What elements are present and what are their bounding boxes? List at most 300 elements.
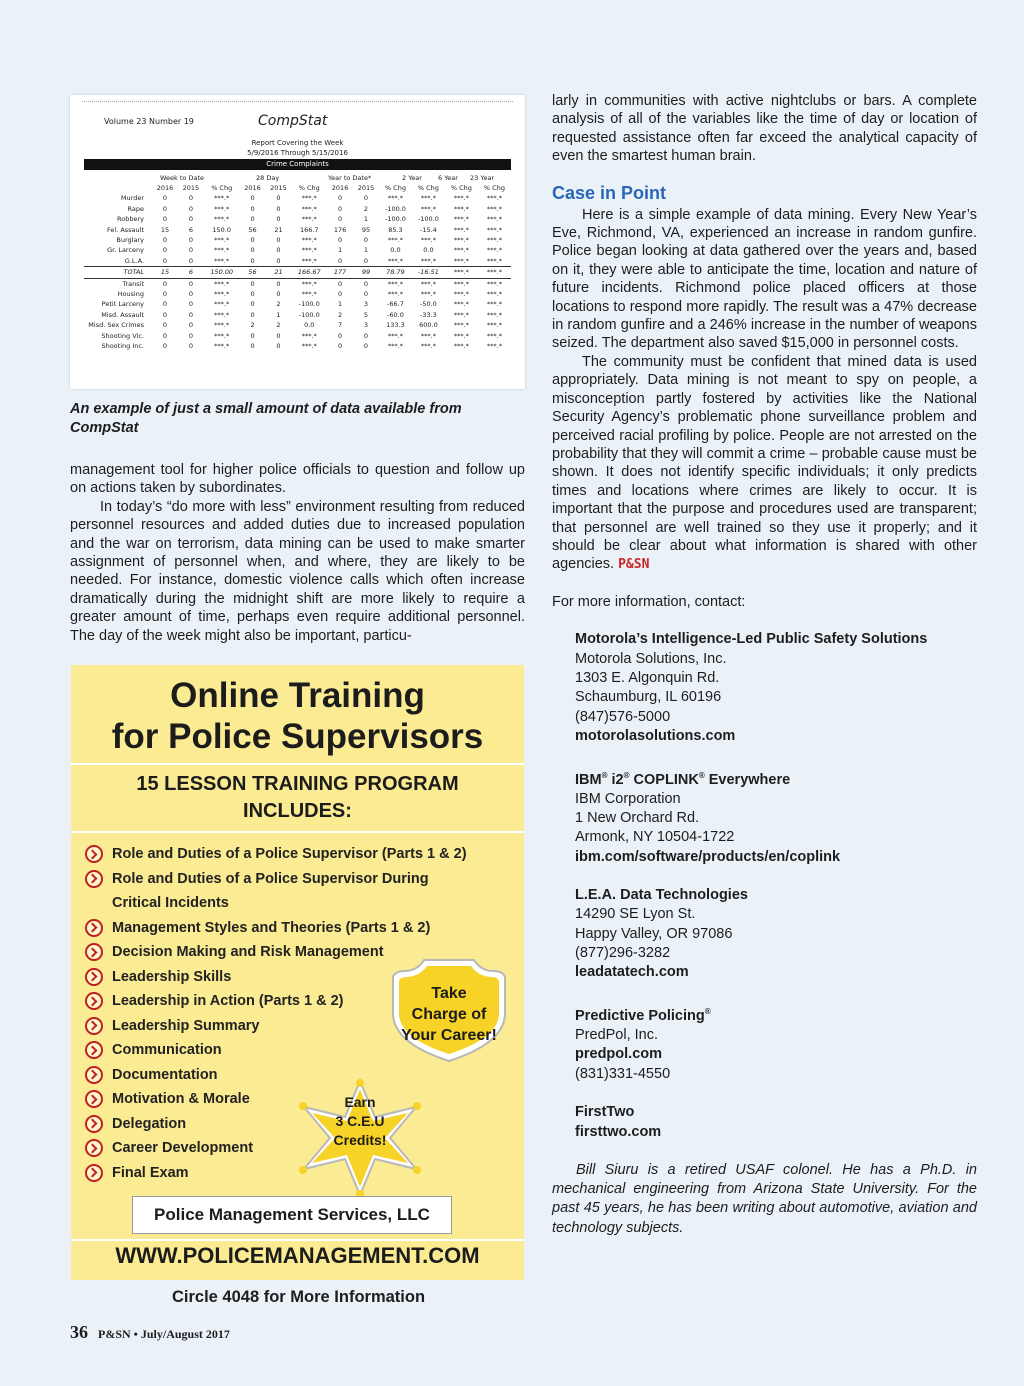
table-cell: 0	[363, 290, 369, 299]
table-cell: 0	[276, 204, 281, 213]
contact-line: 14290 SE Lyon St.	[575, 906, 696, 923]
table-cell: 0	[162, 256, 168, 265]
lesson-label: Leadership Skills	[112, 968, 232, 985]
contact-lea	[575, 886, 977, 982]
table-cell: ***.*	[486, 300, 502, 309]
report-volume: Volume 23 Number 19	[104, 117, 194, 126]
row-label: Murder	[120, 194, 144, 203]
chevron-right-icon	[85, 943, 103, 961]
crime-complaints-table	[84, 183, 511, 352]
table-cell: ***.*	[478, 267, 511, 278]
table-cell: 0	[162, 300, 168, 309]
table-cell: ***.*	[486, 290, 502, 299]
contact-name: FirstTwo	[575, 1104, 635, 1121]
contact-line: PredPol, Inc.	[575, 1027, 659, 1044]
table-cell: 21	[274, 225, 283, 234]
table-cell: ***.*	[214, 215, 230, 224]
table-cell: 0	[276, 256, 281, 265]
shield-text: Take Charge of Your Career!	[401, 985, 497, 1044]
table-row	[84, 289, 511, 299]
contact-website-link[interactable]: motorolasolutions.com	[575, 727, 736, 744]
table-row	[84, 310, 511, 320]
column-header: % Chg	[298, 184, 320, 192]
table-cell: 0	[363, 256, 369, 265]
table-cell: ***.*	[453, 290, 469, 299]
table-cell: ***.*	[453, 342, 469, 351]
circle-info-text: Circle 4048 for More Information	[171, 1288, 426, 1306]
lesson-label: Motivation & Morale	[112, 1091, 250, 1107]
table-cell: 5	[363, 310, 369, 319]
row-label: Fel. Assault	[107, 225, 144, 234]
row-label: Robbery	[117, 215, 144, 224]
group-header: 28 Day	[256, 174, 280, 182]
table-cell: ***.*	[486, 204, 502, 213]
table-cell: -100.0	[384, 204, 406, 213]
table-cell: 133.3	[386, 321, 405, 330]
table-cell: 0.0	[304, 321, 315, 330]
lesson-item	[85, 916, 467, 941]
left-body-text	[70, 461, 525, 645]
row-label: Shooting Inc.	[101, 342, 144, 351]
report-title: CompStat	[258, 113, 328, 129]
table-cell: 0	[250, 300, 255, 309]
section-heading: Case in Point	[552, 182, 667, 203]
lesson-label: Role and Duties of a Police Supervisor (Parts 1 & 2)	[112, 846, 467, 862]
lesson-label: Communication	[112, 1042, 222, 1058]
column-header: % Chg	[384, 184, 406, 192]
table-cell: 0	[188, 342, 193, 351]
table-row	[84, 278, 511, 289]
table-cell: ***.*	[387, 342, 403, 351]
chevron-right-icon	[85, 968, 103, 986]
chevron-right-icon	[85, 1066, 103, 1084]
table-cell: 0	[188, 331, 193, 340]
lesson-label: Role and Duties of a Police Supervisor During	[112, 870, 429, 887]
table-cell: 0	[188, 215, 193, 224]
table-cell: ***.*	[214, 279, 230, 288]
ad-divider	[71, 763, 524, 765]
paragraph-text: The community must be confident that mined data is used appropriately. Data mining is not meant to spy on people, a misconception partly fostered by activities like the National Security Agency’s problematic phone surveillance problem and perceived racial profiling by police. People are not arrested on the probability that they will commit a crime – probable cause must be shown. It does not identify specific individuals; it only predicts times and locations where crimes are likely to occur. It is important that the purpose and procedures used are transparent; that personnel are well trained so they use it properly; and it should be clear about what information is shared with other agencies.	[552, 353, 977, 573]
row-label: Misd. Sex Crimes	[88, 321, 144, 330]
table-cell: -100.0	[384, 215, 406, 224]
table-cell: ***.*	[453, 300, 469, 309]
table-cell: ***.*	[214, 331, 230, 340]
column-header: 2016	[156, 184, 174, 192]
lesson-item	[85, 891, 467, 916]
table-cell: ***.*	[453, 321, 469, 330]
table-cell: 95	[361, 225, 371, 234]
table-cell: ***.*	[486, 246, 502, 255]
table-cell: -100.0	[417, 215, 439, 224]
table-header-row	[84, 183, 511, 193]
table-cell: -60.0	[387, 310, 404, 319]
lesson-label: Final Exam	[112, 1164, 189, 1181]
contact-line: 1303 E. Algonquin Rd.	[575, 670, 720, 687]
table-cell: ***.*	[453, 279, 469, 288]
table-cell: ***.*	[420, 204, 436, 213]
table-cell: ***.*	[486, 279, 502, 288]
table-cell: ***.*	[214, 236, 230, 245]
row-label: Misd. Assault	[101, 310, 144, 319]
table-cell: 150.0	[212, 225, 232, 234]
column-header	[84, 183, 152, 193]
table-cell: 0.0	[390, 246, 401, 255]
table-cell: -15.4	[420, 225, 437, 234]
table-cell: ***.*	[453, 256, 469, 265]
table-cell: 15	[152, 267, 178, 278]
table-cell: 0	[363, 342, 369, 351]
contact-line: 1 New Orchard Rd.	[575, 809, 700, 826]
page-number: 36	[70, 1322, 88, 1342]
contact-website-link[interactable]: firsttwo.com	[575, 1123, 662, 1140]
table-cell: ***.*	[387, 236, 403, 245]
row-label: Transit	[122, 279, 144, 288]
contact-website-link[interactable]: leadatatech.com	[575, 964, 689, 981]
table-cell: 0	[250, 246, 255, 255]
ad-divider	[71, 1239, 524, 1241]
lesson-label: Management Styles and Theories (Parts 1 & 2)	[112, 919, 431, 936]
table-cell: 0	[250, 342, 255, 351]
table-cell: ***.*	[301, 215, 317, 224]
table-cell: 0	[337, 279, 343, 288]
table-cell: 0	[276, 290, 281, 299]
table-cell: 0	[188, 279, 193, 288]
chevron-right-icon	[85, 1017, 103, 1035]
table-row	[84, 256, 511, 267]
group-header: Year to Date*	[328, 174, 372, 182]
column-header: % Chg	[483, 184, 505, 192]
lesson-label: Documentation	[112, 1066, 218, 1083]
table-cell: 99	[353, 267, 379, 278]
table-cell: 0	[363, 194, 369, 203]
lesson-label: Decision Making and Risk Management	[112, 944, 384, 960]
table-cell: ***.*	[486, 331, 502, 340]
table-cell: ***.*	[387, 331, 403, 340]
table-cell: 0	[250, 310, 255, 319]
table-cell: 0	[188, 300, 193, 309]
chevron-right-icon	[85, 1115, 103, 1133]
table-cell: ***.*	[214, 290, 230, 299]
table-row	[84, 214, 511, 224]
chevron-right-icon	[85, 1041, 103, 1059]
table-row	[84, 245, 511, 255]
table-row	[84, 235, 511, 245]
row-label: Petit Larceny	[101, 300, 144, 309]
column-header: 2015	[182, 184, 200, 192]
table-cell: 0	[188, 194, 193, 203]
table-cell: 1	[363, 246, 369, 255]
right-column	[552, 92, 977, 1253]
table-cell: 166.67	[291, 267, 327, 278]
lesson-label: Leadership in Action (Parts 1 & 2)	[112, 993, 344, 1009]
table-cell: ***.*	[453, 215, 469, 224]
table-cell: ***.*	[214, 300, 230, 309]
contact-predpol	[575, 1002, 977, 1084]
figure-caption: An example of just a small amount of data available from CompStat	[70, 401, 462, 436]
table-cell: 2	[276, 321, 281, 330]
table-cell: 2	[276, 300, 281, 309]
table-cell: 1	[363, 215, 369, 224]
table-cell: 0	[188, 290, 193, 299]
report-top-rule	[82, 101, 513, 102]
table-cell: 0	[276, 246, 281, 255]
column-header: % Chg	[417, 184, 439, 192]
table-cell: 0	[162, 321, 168, 330]
table-cell: 0	[188, 246, 193, 255]
table-cell: ***.*	[387, 290, 403, 299]
table-cell: 0	[276, 194, 281, 203]
lesson-label: Career Development	[112, 1140, 254, 1156]
table-cell: ***.*	[445, 267, 478, 278]
table-cell: ***.*	[486, 342, 502, 351]
table-cell: 0	[250, 236, 255, 245]
table-cell: ***.*	[387, 194, 403, 203]
table-cell: 56	[240, 267, 266, 278]
contact-website-link[interactable]: ibm.com/software/products/en/coplink	[575, 848, 841, 865]
ad-title: Online Training for Police Supervisors	[111, 676, 484, 756]
table-cell: 0	[250, 194, 255, 203]
lesson-label: Critical Incidents	[112, 895, 229, 911]
paragraph: In today’s “do more with less” environment resulting from reduced personnel resources and added duties due to increased population and the war on terrorism, data mining can be used to make smarter assignment of personnel when, and where, they are likely to be needed. For instance, domestic violence calls which often increase dramatically during the midnight shift are more likely to require a greater amount of time, perhaps even require additional personnel. The day of the week might also be important, particu-	[70, 498, 525, 644]
table-cell: 6	[188, 225, 193, 234]
table-cell: 0	[162, 215, 168, 224]
table-cell: 0	[162, 331, 168, 340]
contact-firsttwo	[575, 1103, 977, 1142]
table-row	[84, 193, 511, 203]
row-label: Rape	[127, 204, 144, 213]
table-cell: ***.*	[486, 256, 502, 265]
table-row	[84, 341, 511, 351]
table-cell: 0	[162, 194, 168, 203]
table-cell: 0	[250, 256, 255, 265]
contact-phone: (831)331-4550	[575, 1065, 671, 1082]
contact-website-link[interactable]: predpol.com	[575, 1046, 663, 1063]
contact-motorola	[575, 630, 977, 746]
contact-phone: (847)576-5000	[575, 708, 671, 725]
table-cell: 0	[250, 331, 255, 340]
magazine-issue: P&SN • July/August 2017	[98, 1327, 230, 1341]
table-cell: 2	[337, 310, 343, 319]
contact-line: IBM Corporation	[575, 790, 681, 807]
contact-ibm	[575, 766, 977, 867]
table-cell: ***.*	[486, 310, 502, 319]
column-header: % Chg	[450, 184, 472, 192]
column-header: 2015	[270, 184, 287, 192]
table-cell: 0	[188, 204, 193, 213]
chevron-right-icon	[85, 845, 103, 863]
table-cell: ***.*	[420, 194, 436, 203]
lesson-item	[85, 842, 467, 867]
table-cell: 0	[337, 204, 343, 213]
table-cell: ***.*	[420, 342, 436, 351]
table-cell: 166.7	[299, 225, 319, 234]
contact-line: Schaumburg, IL 60196	[575, 689, 722, 706]
group-header: 23 Year	[470, 174, 495, 182]
table-row	[84, 320, 511, 330]
table-cell: ***.*	[214, 246, 230, 255]
table-cell: 56	[248, 225, 257, 234]
table-cell: 1	[276, 310, 281, 319]
lesson-item	[85, 867, 467, 892]
page-footer	[70, 1322, 230, 1343]
column-header: 2015	[357, 184, 375, 192]
table-cell: 0	[162, 310, 168, 319]
table-cell: 85.3	[388, 225, 403, 234]
table-cell: ***.*	[453, 331, 469, 340]
report-date-range: 5/9/2016 Through 5/15/2016	[247, 149, 348, 157]
table-cell: ***.*	[420, 256, 436, 265]
ad-company-name: Police Management Services, LLC	[132, 1196, 452, 1234]
table-cell: 0	[276, 342, 281, 351]
table-cell: 0	[188, 321, 193, 330]
ad-website-link[interactable]: WWW.POLICEMANAGEMENT.COM	[115, 1243, 480, 1268]
table-cell: ***.*	[453, 225, 469, 234]
table-cell: 0	[250, 290, 255, 299]
row-label: Gr. Larceny	[107, 246, 144, 255]
chevron-right-icon	[85, 1164, 103, 1182]
report-banner: Crime Complaints	[84, 159, 511, 170]
table-cell: ***.*	[301, 279, 317, 288]
table-cell: 0	[162, 246, 168, 255]
column-header: 2016	[244, 184, 261, 192]
table-cell: 0	[188, 236, 193, 245]
table-row	[84, 225, 511, 235]
contact-phone: (877)296-3282	[575, 945, 671, 962]
psn-signoff: P&SN	[618, 557, 650, 573]
lesson-label: Delegation	[112, 1115, 187, 1132]
table-cell: ***.*	[420, 279, 436, 288]
more-info-label: For more information, contact:	[552, 593, 746, 610]
star-text: Earn 3 C.E.U Credits!	[333, 1094, 387, 1148]
table-cell: 176	[333, 225, 347, 234]
table-cell: 1	[337, 246, 343, 255]
table-cell: 0	[337, 256, 343, 265]
group-header: Week to Date	[160, 174, 205, 182]
table-cell: ***.*	[486, 321, 502, 330]
table-cell: ***.*	[453, 204, 469, 213]
table-cell: ***.*	[420, 290, 436, 299]
table-cell: 0	[363, 236, 369, 245]
report-subtitle: Report Covering the Week	[251, 139, 344, 147]
table-cell: ***.*	[301, 342, 317, 351]
table-cell: 0	[337, 215, 343, 224]
contact-line: Happy Valley, OR 97086	[575, 925, 733, 942]
compstat-report-image	[70, 95, 525, 389]
table-cell: ***.*	[453, 194, 469, 203]
chevron-right-icon	[85, 870, 103, 888]
contact-line: Motorola Solutions, Inc.	[575, 650, 727, 667]
table-cell: 0	[363, 331, 369, 340]
group-header: 6 Year	[438, 174, 458, 182]
table-cell: ***.*	[453, 310, 469, 319]
table-cell: ***.*	[486, 225, 502, 234]
row-label: Burglary	[116, 236, 144, 245]
row-label: G.L.A.	[124, 256, 144, 265]
table-cell: 0	[162, 204, 168, 213]
paragraph: larly in communities with active nightclubs or bars. A complete analysis of all of the variables like the time of day or location of requested assistance often far exceed the analytical capacity of even the smartest human brain.	[552, 93, 977, 165]
table-cell: ***.*	[420, 331, 436, 340]
column-header: % Chg	[211, 184, 233, 192]
table-cell: 150.00	[204, 267, 240, 278]
table-total-row	[84, 267, 511, 278]
table-cell: ***.*	[301, 236, 317, 245]
table-cell: 0	[162, 236, 168, 245]
contact-name: L.E.A. Data Technologies	[575, 887, 748, 904]
table-cell: 0	[337, 331, 343, 340]
table-cell: -16.51	[412, 267, 445, 278]
table-cell: 0	[276, 215, 281, 224]
table-cell: 0	[250, 215, 255, 224]
table-cell: ***.*	[214, 204, 230, 213]
row-label: Housing	[117, 290, 144, 299]
table-cell: 0	[162, 342, 168, 351]
table-cell: 6	[178, 267, 204, 278]
table-cell: 0	[250, 204, 255, 213]
table-cell: ***.*	[214, 342, 230, 351]
table-cell: ***.*	[387, 256, 403, 265]
table-cell: ***.*	[420, 236, 436, 245]
table-cell: 2	[363, 204, 369, 213]
table-cell: -50.0	[420, 300, 437, 309]
table-cell: 21	[265, 267, 291, 278]
table-cell: ***.*	[301, 290, 317, 299]
chevron-right-icon	[85, 992, 103, 1010]
table-cell: 0	[162, 279, 168, 288]
group-header: 2 Year	[402, 174, 422, 182]
table-cell: 0	[337, 236, 343, 245]
table-cell: 600.0	[419, 321, 438, 330]
chevron-right-icon	[85, 1139, 103, 1157]
chevron-right-icon	[85, 1090, 103, 1108]
table-cell: 177	[327, 267, 353, 278]
table-cell: 15	[160, 225, 170, 234]
row-label: Shooting Vic.	[101, 331, 144, 340]
table-cell: 0	[337, 342, 343, 351]
paragraph: Here is a simple example of data mining. Every New Year’s Eve, Richmond, VA, experienced an increase in random gunfire. Police began looking at data gathered over the years and, based on it, they were able to anticipate the time, location and nature of future incidents. Richmond police placed officers at those locations to respond more rapidly. The result was a 47% decrease in random gunfire and a 246% increase in the number of weapons seized. The department also saved $15,000 in personnel costs.	[552, 206, 977, 352]
ad-divider	[71, 831, 524, 833]
table-cell: 0	[250, 279, 255, 288]
table-cell: -100.0	[298, 300, 320, 309]
table-cell: 0	[337, 290, 343, 299]
training-advertisement	[71, 665, 524, 1280]
table-cell: 1	[337, 300, 343, 309]
table-row	[84, 331, 511, 341]
table-row	[84, 299, 511, 309]
table-cell: ***.*	[214, 321, 230, 330]
table-cell: -33.3	[420, 310, 437, 319]
table-cell: 7	[337, 321, 343, 330]
table-cell: ***.*	[301, 256, 317, 265]
paragraph: management tool for higher police officials to question and follow up on actions taken by subordinates.	[70, 462, 525, 497]
table-cell: ***.*	[301, 194, 317, 203]
table-cell: 0	[162, 290, 168, 299]
table-cell: ***.*	[301, 331, 317, 340]
table-cell: ***.*	[301, 204, 317, 213]
table-row	[84, 204, 511, 214]
table-cell: 2	[250, 321, 255, 330]
table-cell: 3	[363, 300, 369, 309]
table-cell: ***.*	[486, 236, 502, 245]
table-cell: 0	[276, 331, 281, 340]
column-header: 2016	[331, 184, 349, 192]
row-label: TOTAL	[84, 267, 152, 278]
contact-name: IBM® i2® COPLINK® Everywhere	[575, 770, 791, 788]
table-cell: 0	[276, 236, 281, 245]
chevron-right-icon	[85, 919, 103, 937]
table-cell: -100.0	[298, 310, 320, 319]
table-cell: ***.*	[214, 310, 230, 319]
table-cell: ***.*	[387, 279, 403, 288]
